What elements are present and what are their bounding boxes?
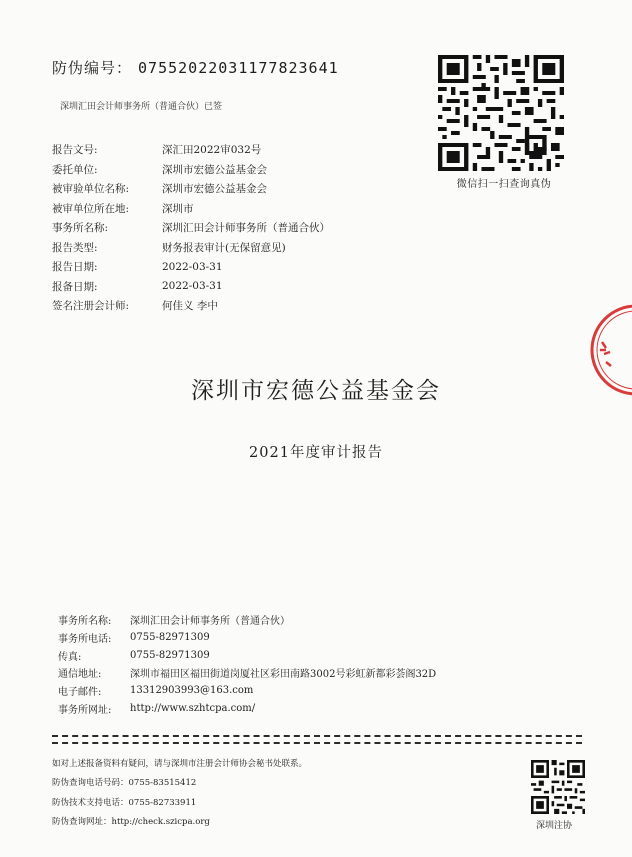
- page-title: 深圳市宏德公益基金会: [191, 378, 441, 404]
- info-value: 2022-03-31: [162, 280, 223, 293]
- footer-line: 防伪查询电话号码：0755-83515412: [52, 778, 197, 789]
- dashed-divider: [52, 742, 582, 744]
- info-key: 报告日期:: [52, 261, 98, 274]
- info-value: 深圳汇田会计师事务所（普通合伙）: [162, 222, 330, 235]
- signed-note: 深圳汇田会计师事务所（普通合伙）已签: [60, 102, 223, 112]
- contact-row: [58, 611, 436, 629]
- info-row: [52, 277, 330, 297]
- info-value: 深圳市宏德公益基金会: [162, 163, 267, 176]
- contact-key: 事务所电话:: [58, 634, 112, 646]
- report-info-list: [52, 140, 330, 316]
- info-row: [52, 199, 330, 219]
- info-key: 被审单位所在地:: [52, 202, 130, 215]
- footer-line[interactable]: 防伪查询网址：http://check.szicpa.org: [52, 817, 210, 828]
- info-key: 报告文号:: [52, 144, 98, 157]
- dashed-divider: [52, 735, 582, 737]
- contact-row: [58, 699, 436, 717]
- info-row: [52, 238, 330, 258]
- info-key: 被审验单位名称:: [52, 183, 130, 196]
- info-value: 何佳义 李中: [162, 300, 218, 313]
- contact-key: 传真:: [58, 651, 82, 663]
- info-row: [52, 179, 330, 199]
- contact-value: 0755-82971309: [130, 649, 210, 661]
- contact-value: 0755-82971309: [130, 632, 210, 644]
- firm-contact-list: [58, 611, 436, 717]
- info-key: 委托单位:: [52, 163, 98, 176]
- contact-key: 通信地址:: [58, 669, 102, 681]
- anti-fake-label: 防伪编号：: [52, 59, 133, 77]
- contact-key: 事务所名称:: [58, 616, 112, 628]
- info-key: 报告类型:: [52, 241, 98, 254]
- contact-value: 深圳市福田区福田街道岗厦社区彩田南路3002号彩虹新都彩荟阁32D: [130, 669, 437, 681]
- info-value: 深圳市: [162, 202, 194, 215]
- contact-row: [58, 646, 436, 664]
- contact-key: 事务所网址:: [58, 704, 112, 716]
- info-row: [52, 140, 330, 160]
- info-row: [52, 296, 330, 316]
- anti-fake-number: 07552022031177823641: [138, 59, 339, 77]
- report-subtitle: 2021年度审计报告: [249, 445, 383, 461]
- info-key: 签名注册会计师:: [52, 300, 130, 313]
- anti-fake-code: [52, 57, 339, 78]
- info-value: 深圳市宏德公益基金会: [162, 183, 267, 196]
- info-value: 财务报表审计(无保留意见): [162, 241, 286, 254]
- contact-row: [58, 682, 436, 700]
- info-value: 深汇田2022审032号: [162, 144, 262, 157]
- info-row: [52, 218, 330, 238]
- footer-qr-caption: 深圳注协: [536, 821, 573, 831]
- info-key: 事务所名称:: [52, 222, 109, 235]
- contact-value[interactable]: http://www.szhtcpa.com/: [130, 702, 256, 714]
- contact-row: [58, 664, 436, 682]
- info-key: 报备日期:: [52, 280, 98, 293]
- wechat-qr-code-icon[interactable]: [438, 55, 564, 171]
- contact-value: 13312903993@163.com: [130, 685, 254, 697]
- contact-key: 电子邮件:: [58, 687, 102, 699]
- footer-notes: [52, 753, 307, 831]
- info-row: [52, 160, 330, 180]
- qr-caption: 微信扫一扫查询真伪: [456, 179, 552, 190]
- info-row: [52, 257, 330, 277]
- verify-qr-block: [438, 55, 570, 190]
- contact-row: [58, 629, 436, 647]
- info-value: 2022-03-31: [162, 260, 223, 273]
- footer-line: 防伪技术支持电话：0755-82733911: [52, 797, 197, 808]
- footer-line: 如对上述报备资料有疑问，请与深圳市注册会计师协会秘书处联系。: [52, 758, 308, 769]
- szicpa-qr-code-icon[interactable]: [531, 760, 585, 814]
- contact-value: 深圳汇田会计师事务所（普通合伙）: [130, 616, 290, 628]
